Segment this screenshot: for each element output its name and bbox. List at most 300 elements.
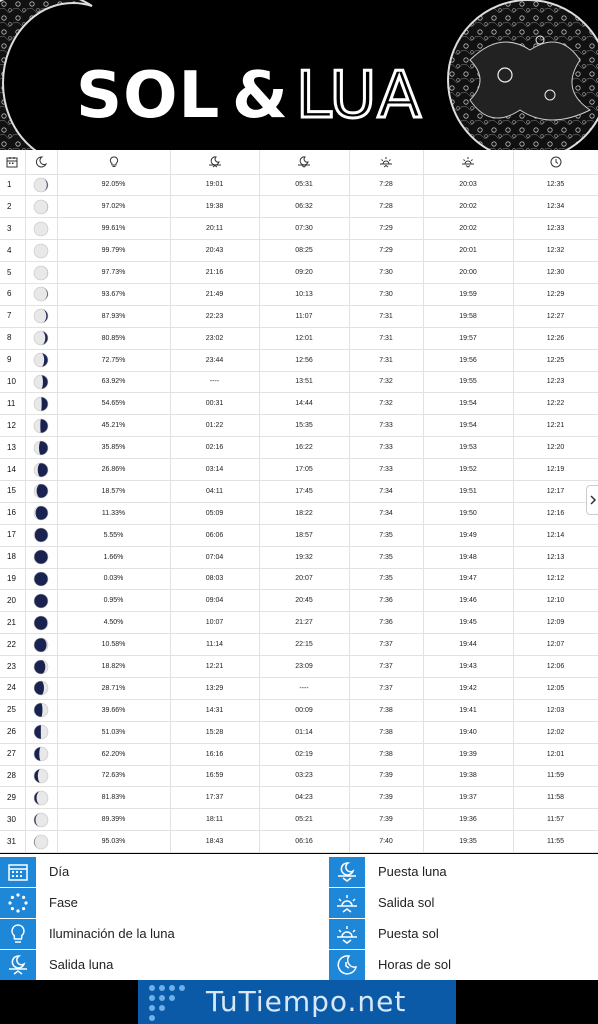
sunset-cell: 19:49 — [423, 524, 513, 546]
column-header-day[interactable] — [0, 150, 25, 174]
column-header-phase[interactable] — [25, 150, 57, 174]
legend-item-moonset — [329, 856, 598, 887]
daylight-hours-cell: 12:13 — [513, 546, 598, 568]
sunrise-cell: 7:32 — [349, 371, 423, 393]
moon-phase-icon — [33, 790, 49, 806]
day-cell: 29 — [0, 787, 25, 809]
day-cell: 26 — [0, 721, 25, 743]
legend-item-illumination — [0, 918, 299, 949]
tutiempo-logo[interactable] — [138, 980, 456, 1024]
phase-cell — [25, 415, 57, 437]
table-row — [0, 809, 598, 831]
moonset-cell: 01:14 — [259, 721, 349, 743]
moon-phase-icon — [33, 221, 49, 237]
daylight-hours-cell: 12:25 — [513, 349, 598, 371]
daylight-hours-cell: 12:33 — [513, 218, 598, 240]
moonrise-cell: 00:31 — [170, 393, 259, 415]
table-row — [0, 393, 598, 415]
phase-cell — [25, 765, 57, 787]
illumination-cell: 10.58% — [57, 634, 170, 656]
column-header-illumination[interactable] — [57, 150, 170, 174]
moon-phase-icon — [33, 265, 49, 281]
moonrise-cell: 04:11 — [170, 480, 259, 502]
sunrise-cell: 7:37 — [349, 677, 423, 699]
table-row — [0, 196, 598, 218]
table-row — [0, 262, 598, 284]
day-cell: 11 — [0, 393, 25, 415]
moonrise-cell: 17:37 — [170, 787, 259, 809]
phase-cell — [25, 480, 57, 502]
day-cell: 21 — [0, 612, 25, 634]
moon-phase-icon — [33, 768, 49, 784]
phase-cell — [25, 240, 57, 262]
moonrise-icon — [208, 156, 222, 168]
illumination-cell: 89.39% — [57, 809, 170, 831]
daylight-hours-cell: 12:05 — [513, 677, 598, 699]
legend-right-column — [329, 856, 598, 980]
phase-dots-icon — [0, 888, 36, 918]
moon-phase-icon — [33, 330, 49, 346]
sunset-cell: 19:56 — [423, 349, 513, 371]
moonrise-cell: 09:04 — [170, 590, 259, 612]
moonset-cell: 09:20 — [259, 262, 349, 284]
illumination-cell: 63.92% — [57, 371, 170, 393]
legend-label: Fase — [49, 895, 78, 910]
sunset-cell: 19:43 — [423, 656, 513, 678]
sunset-cell: 19:54 — [423, 415, 513, 437]
moonset-cell: 18:57 — [259, 524, 349, 546]
day-cell: 30 — [0, 809, 25, 831]
table-row — [0, 240, 598, 262]
phase-cell — [25, 524, 57, 546]
sunset-cell: 19:51 — [423, 480, 513, 502]
sunrise-cell: 7:39 — [349, 809, 423, 831]
moon-calendar-table — [0, 150, 598, 852]
moonset-cell: 17:05 — [259, 459, 349, 481]
table-row — [0, 743, 598, 765]
crescent-moon-icon — [35, 156, 47, 168]
table-row — [0, 415, 598, 437]
table-header-row — [0, 150, 598, 174]
daylight-hours-cell: 11:55 — [513, 831, 598, 853]
moonrise-cell: 11:14 — [170, 634, 259, 656]
moonset-cell: 06:16 — [259, 831, 349, 853]
column-header-moonrise[interactable] — [170, 150, 259, 174]
legend-label: Puesta luna — [378, 864, 447, 879]
moon-phase-icon — [33, 680, 49, 696]
legend-label: Día — [49, 864, 70, 879]
illumination-cell: 62.20% — [57, 743, 170, 765]
daylight-hours-cell: 12:34 — [513, 196, 598, 218]
moonset-cell: 12:56 — [259, 349, 349, 371]
moonrise-cell: ---- — [170, 371, 259, 393]
day-cell: 23 — [0, 656, 25, 678]
moon-phase-icon — [33, 177, 49, 193]
moon-phase-icon — [33, 659, 49, 675]
lightbulb-icon — [0, 919, 36, 949]
table-row — [0, 590, 598, 612]
moon-phase-icon — [33, 243, 49, 259]
legend-item-sunset — [329, 918, 598, 949]
sunset-cell: 20:02 — [423, 218, 513, 240]
dot-grid-logo-icon — [146, 982, 190, 1022]
sunrise-cell: 7:34 — [349, 502, 423, 524]
moon-phase-icon — [33, 571, 49, 587]
sunrise-cell: 7:38 — [349, 721, 423, 743]
phase-cell — [25, 612, 57, 634]
moonrise-cell: 21:49 — [170, 283, 259, 305]
illumination-cell: 18.82% — [57, 656, 170, 678]
illumination-cell: 35.85% — [57, 437, 170, 459]
moon-clock-icon — [329, 950, 365, 980]
illumination-cell: 99.61% — [57, 218, 170, 240]
sunrise-cell: 7:35 — [349, 524, 423, 546]
footer — [0, 980, 598, 1024]
moonrise-cell: 21:16 — [170, 262, 259, 284]
moonrise-cell: 14:31 — [170, 699, 259, 721]
phase-cell — [25, 196, 57, 218]
moonrise-cell: 20:43 — [170, 240, 259, 262]
sunrise-cell: 7:35 — [349, 568, 423, 590]
moonset-cell: 22:15 — [259, 634, 349, 656]
sunrise-icon — [329, 888, 365, 918]
sunrise-cell: 7:34 — [349, 480, 423, 502]
moon-phase-icon — [33, 505, 49, 521]
daylight-hours-cell: 12:26 — [513, 327, 598, 349]
moonset-cell: 06:32 — [259, 196, 349, 218]
moonset-cell: 00:09 — [259, 699, 349, 721]
table-row — [0, 305, 598, 327]
illumination-cell: 51.03% — [57, 721, 170, 743]
phase-cell — [25, 174, 57, 196]
day-cell: 20 — [0, 590, 25, 612]
moonset-cell: 15:35 — [259, 415, 349, 437]
moon-phase-icon — [33, 746, 49, 762]
column-header-moonset[interactable] — [259, 150, 349, 174]
daylight-hours-cell: 11:57 — [513, 809, 598, 831]
moonrise-cell: 02:16 — [170, 437, 259, 459]
illumination-cell: 72.63% — [57, 765, 170, 787]
sunset-icon — [461, 156, 475, 168]
sunset-cell: 19:42 — [423, 677, 513, 699]
phase-cell — [25, 721, 57, 743]
moonset-cell: 16:22 — [259, 437, 349, 459]
phase-cell — [25, 546, 57, 568]
sunrise-cell: 7:29 — [349, 240, 423, 262]
legend-label: Iluminación de la luna — [49, 926, 175, 941]
table-row — [0, 831, 598, 853]
phase-cell — [25, 656, 57, 678]
moonset-cell: 03:23 — [259, 765, 349, 787]
chevron-right-icon — [589, 494, 597, 506]
day-cell: 5 — [0, 262, 25, 284]
header-banner — [0, 0, 598, 150]
moonset-cell: 23:09 — [259, 656, 349, 678]
clock-icon — [550, 156, 562, 168]
moonrise-cell: 08:03 — [170, 568, 259, 590]
daylight-hours-cell: 12:06 — [513, 656, 598, 678]
moon-phase-icon — [33, 615, 49, 631]
moonset-cell: 21:27 — [259, 612, 349, 634]
day-cell: 24 — [0, 677, 25, 699]
sunset-cell: 19:35 — [423, 831, 513, 853]
daylight-hours-cell: 12:03 — [513, 699, 598, 721]
phase-cell — [25, 787, 57, 809]
sunrise-cell: 7:28 — [349, 196, 423, 218]
legend — [0, 854, 598, 980]
daylight-hours-cell: 12:21 — [513, 415, 598, 437]
sunset-cell: 20:02 — [423, 196, 513, 218]
column-header-sunrise[interactable] — [349, 150, 423, 174]
moonrise-cell: 23:44 — [170, 349, 259, 371]
moonset-cell: 11:07 — [259, 305, 349, 327]
day-cell: 1 — [0, 174, 25, 196]
day-cell: 17 — [0, 524, 25, 546]
table-row — [0, 677, 598, 699]
sunset-cell: 19:57 — [423, 327, 513, 349]
table-row — [0, 502, 598, 524]
daylight-hours-cell: 12:20 — [513, 437, 598, 459]
table-row — [0, 634, 598, 656]
table-row — [0, 459, 598, 481]
sunrise-cell: 7:29 — [349, 218, 423, 240]
moonset-cell: ---- — [259, 677, 349, 699]
phase-cell — [25, 349, 57, 371]
illumination-cell: 1.66% — [57, 546, 170, 568]
moonrise-cell: 07:04 — [170, 546, 259, 568]
day-cell: 13 — [0, 437, 25, 459]
moonrise-cell: 16:59 — [170, 765, 259, 787]
sunrise-icon — [379, 156, 393, 168]
phase-cell — [25, 677, 57, 699]
moon-phase-icon — [33, 352, 49, 368]
illumination-cell: 18.57% — [57, 480, 170, 502]
moonset-cell: 17:45 — [259, 480, 349, 502]
sunrise-cell: 7:39 — [349, 765, 423, 787]
day-cell: 28 — [0, 765, 25, 787]
table-row — [0, 721, 598, 743]
moon-phase-icon — [33, 724, 49, 740]
day-cell: 22 — [0, 634, 25, 656]
table-row — [0, 283, 598, 305]
sunset-cell: 19:58 — [423, 305, 513, 327]
illumination-cell: 97.02% — [57, 196, 170, 218]
full-moon-right — [448, 0, 598, 150]
sunrise-cell: 7:38 — [349, 699, 423, 721]
phase-cell — [25, 809, 57, 831]
moon-phase-icon — [33, 527, 49, 543]
sunset-cell: 19:45 — [423, 612, 513, 634]
legend-item-moonrise — [0, 949, 299, 980]
sunrise-cell: 7:40 — [349, 831, 423, 853]
moonset-cell: 13:51 — [259, 371, 349, 393]
daylight-hours-cell: 12:10 — [513, 590, 598, 612]
moonset-cell: 07:30 — [259, 218, 349, 240]
moonrise-cell: 10:07 — [170, 612, 259, 634]
moonrise-cell: 16:16 — [170, 743, 259, 765]
illumination-cell: 97.73% — [57, 262, 170, 284]
moonset-icon — [329, 857, 365, 887]
illumination-cell: 80.85% — [57, 327, 170, 349]
title-sol: SOL — [76, 59, 221, 133]
sunset-cell: 19:48 — [423, 546, 513, 568]
moon-phase-icon — [33, 374, 49, 390]
table-row — [0, 218, 598, 240]
legend-label: Salida luna — [49, 957, 114, 972]
sunrise-cell: 7:35 — [349, 546, 423, 568]
moonrise-cell: 18:43 — [170, 831, 259, 853]
moon-phase-icon — [33, 286, 49, 302]
sunset-cell: 20:01 — [423, 240, 513, 262]
moonset-cell: 14:44 — [259, 393, 349, 415]
sunset-cell: 19:55 — [423, 371, 513, 393]
moon-phase-icon — [33, 593, 49, 609]
legend-item-daylight-hours — [329, 949, 598, 980]
sunrise-cell: 7:31 — [349, 305, 423, 327]
phase-cell — [25, 634, 57, 656]
sunrise-cell: 7:31 — [349, 349, 423, 371]
illumination-cell: 0.95% — [57, 590, 170, 612]
legend-label: Puesta sol — [378, 926, 439, 941]
moonrise-cell: 23:02 — [170, 327, 259, 349]
daylight-hours-cell: 12:22 — [513, 393, 598, 415]
day-cell: 14 — [0, 459, 25, 481]
moonset-cell: 19:32 — [259, 546, 349, 568]
moon-phase-icon — [33, 462, 49, 478]
table-row — [0, 174, 598, 196]
phase-cell — [25, 502, 57, 524]
phase-cell — [25, 305, 57, 327]
sunset-cell: 20:03 — [423, 174, 513, 196]
illumination-cell: 99.79% — [57, 240, 170, 262]
illumination-cell: 95.03% — [57, 831, 170, 853]
phase-cell — [25, 590, 57, 612]
moonset-cell: 04:23 — [259, 787, 349, 809]
phase-cell — [25, 262, 57, 284]
table-body — [0, 174, 598, 853]
calendar-icon — [0, 857, 36, 887]
sunrise-cell: 7:30 — [349, 283, 423, 305]
sunset-cell: 19:46 — [423, 590, 513, 612]
moonset-cell: 12:01 — [259, 327, 349, 349]
table-row — [0, 349, 598, 371]
scroll-right-button[interactable] — [586, 485, 598, 515]
daylight-hours-cell: 12:19 — [513, 459, 598, 481]
illumination-cell: 5.55% — [57, 524, 170, 546]
illumination-cell: 4.50% — [57, 612, 170, 634]
table-row — [0, 787, 598, 809]
daylight-hours-cell: 12:17 — [513, 480, 598, 502]
moon-phase-icon — [33, 812, 49, 828]
sunrise-cell: 7:37 — [349, 656, 423, 678]
moonrise-cell: 20:11 — [170, 218, 259, 240]
daylight-hours-cell: 12:12 — [513, 568, 598, 590]
moon-phase-icon — [33, 637, 49, 653]
moonset-icon — [297, 156, 311, 168]
moonrise-cell: 12:21 — [170, 656, 259, 678]
sunset-cell: 19:38 — [423, 765, 513, 787]
sunset-cell: 19:59 — [423, 283, 513, 305]
sunset-cell: 19:52 — [423, 459, 513, 481]
sunrise-cell: 7:33 — [349, 437, 423, 459]
daylight-hours-cell: 12:02 — [513, 721, 598, 743]
day-cell: 18 — [0, 546, 25, 568]
table-row — [0, 612, 598, 634]
moonset-cell: 02:19 — [259, 743, 349, 765]
table-row — [0, 546, 598, 568]
sunset-icon — [329, 919, 365, 949]
daylight-hours-cell: 12:14 — [513, 524, 598, 546]
daylight-hours-cell: 12:29 — [513, 283, 598, 305]
moonrise-icon — [0, 950, 36, 980]
day-cell: 25 — [0, 699, 25, 721]
sunrise-cell: 7:31 — [349, 327, 423, 349]
moonset-cell: 05:21 — [259, 809, 349, 831]
moonrise-cell: 15:28 — [170, 721, 259, 743]
illumination-cell: 28.71% — [57, 677, 170, 699]
day-cell: 7 — [0, 305, 25, 327]
moon-phase-icon — [33, 440, 49, 456]
moonset-cell: 20:07 — [259, 568, 349, 590]
moonset-cell: 20:45 — [259, 590, 349, 612]
illumination-cell: 93.67% — [57, 283, 170, 305]
sunset-cell: 19:39 — [423, 743, 513, 765]
phase-cell — [25, 437, 57, 459]
illumination-cell: 81.83% — [57, 787, 170, 809]
sunrise-cell: 7:32 — [349, 393, 423, 415]
table-row — [0, 524, 598, 546]
day-cell: 12 — [0, 415, 25, 437]
day-cell: 27 — [0, 743, 25, 765]
moonrise-cell: 18:11 — [170, 809, 259, 831]
moonset-cell: 08:25 — [259, 240, 349, 262]
moon-phase-icon — [33, 396, 49, 412]
day-cell: 3 — [0, 218, 25, 240]
moonrise-cell: 19:38 — [170, 196, 259, 218]
daylight-hours-cell: 12:09 — [513, 612, 598, 634]
daylight-hours-cell: 12:07 — [513, 634, 598, 656]
illumination-cell: 87.93% — [57, 305, 170, 327]
legend-label: Salida sol — [378, 895, 435, 910]
illumination-cell: 92.05% — [57, 174, 170, 196]
illumination-cell: 0.03% — [57, 568, 170, 590]
moon-phase-icon — [33, 549, 49, 565]
moon-phase-icon — [33, 834, 49, 850]
sunset-cell: 19:47 — [423, 568, 513, 590]
column-header-sunset[interactable] — [423, 150, 513, 174]
moonrise-cell: 13:29 — [170, 677, 259, 699]
legend-left-column — [0, 856, 299, 980]
daylight-hours-cell: 12:23 — [513, 371, 598, 393]
illumination-cell: 54.65% — [57, 393, 170, 415]
column-header-daylight-hours[interactable] — [513, 150, 598, 174]
legend-item-day — [0, 856, 299, 887]
day-cell: 31 — [0, 831, 25, 853]
phase-cell — [25, 743, 57, 765]
table-row — [0, 437, 598, 459]
sunset-cell: 20:00 — [423, 262, 513, 284]
day-cell: 4 — [0, 240, 25, 262]
illumination-cell: 11.33% — [57, 502, 170, 524]
lightbulb-icon — [108, 156, 120, 168]
title-lua: LUA — [296, 59, 423, 133]
sunrise-cell: 7:36 — [349, 590, 423, 612]
moon-phase-icon — [33, 702, 49, 718]
moonrise-cell: 06:06 — [170, 524, 259, 546]
moon-phase-icon — [33, 199, 49, 215]
day-cell: 8 — [0, 327, 25, 349]
day-cell: 10 — [0, 371, 25, 393]
